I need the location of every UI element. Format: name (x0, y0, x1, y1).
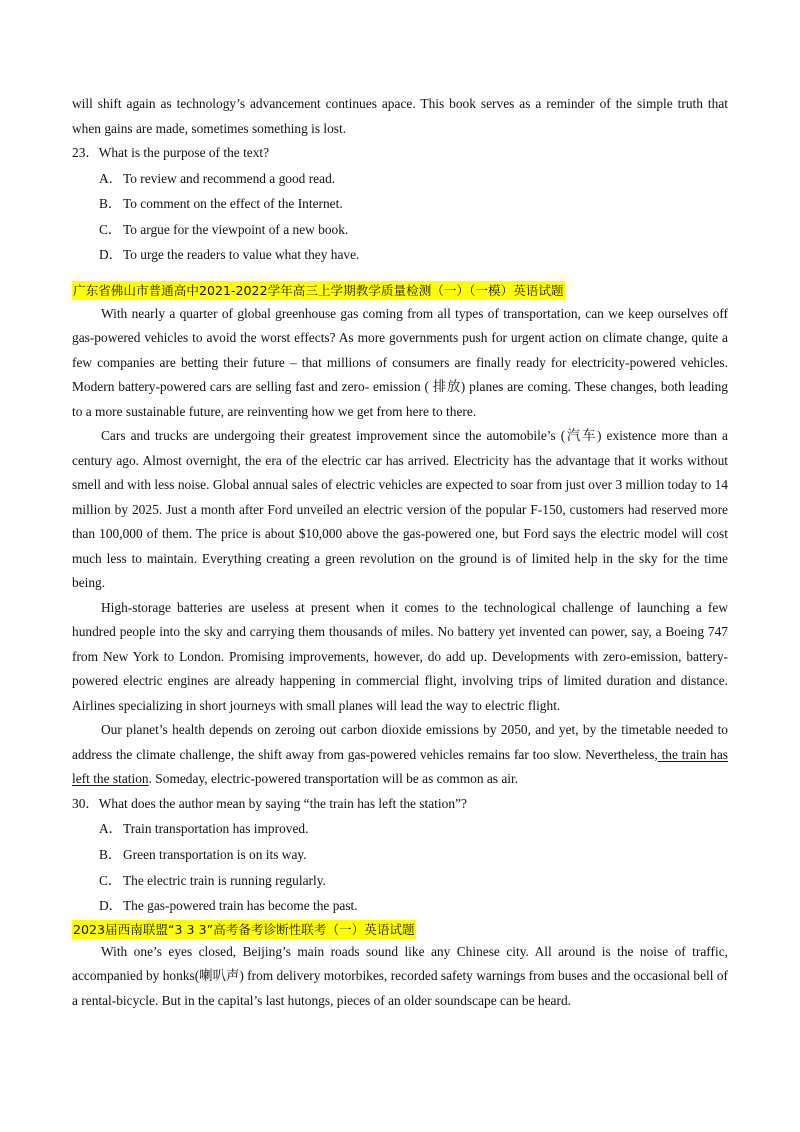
intro-paragraph: will shift again as technology’s advancement continues apace. This book serves as a reminder of the simple truth that when gains are made, sometimes something is lost. (72, 96, 728, 136)
option-text: Train transportation has improved. (123, 821, 309, 837)
passage-paragraph (72, 718, 728, 792)
option-key: D． (99, 247, 123, 263)
underlined-phrase: the train has left the station (72, 746, 729, 787)
option-text: The electric train is running regularly. (123, 872, 326, 888)
option-key: B． (99, 846, 122, 862)
option-text: To comment on the effect of the Internet. (123, 196, 343, 212)
source-highlight: 2023届西南联盟“3 3 3”高考备考诊断性联考（一）英语试题 (73, 921, 415, 937)
passage-paragraph: High-storage batteries are useless at present when it comes to the technological challenge of launching a few hundred people into the sky and carrying them thousands of miles. No battery yet invented can power, say, a Boeing 747 from New York to London. Promising improvements, however, do add up. Developments with zero-emission, battery-powered electric engines are already happening in commercial flight, involving trips of limited duration and distance. Airlines specializing in short journeys with small planes will lead the way to electric flight. (72, 599, 728, 713)
option-c (72, 868, 728, 894)
question-23 (72, 141, 728, 268)
option-a (72, 816, 728, 842)
option-key: C． (99, 221, 122, 237)
option-c (72, 217, 728, 243)
source-heading-1 (72, 281, 728, 300)
passage-1 (72, 302, 728, 792)
question-stem: 23．What is the purpose of the text? (72, 145, 270, 160)
option-d (72, 893, 728, 919)
option-text: To review and recommend a good read. (123, 170, 336, 186)
option-text: Green transportation is on its way. (123, 846, 307, 862)
source-heading-2 (72, 920, 728, 939)
source-highlight: 广东省佛山市普通高中2021-2022学年高三上学期教学质量检测（一）（一模）英语试题 (73, 282, 564, 298)
passage-paragraph: With one’s eyes closed, Beijing’s main roads sound like any Chinese city. All around is the noise of traffic, accompanied by honks(喇叭声) from delivery motorbikes, recorded safety warnings from buses and the occasional bell of a rental-bicycle. But in the capital’s last hutongs, pieces of an older soundscape can be heard. (72, 943, 728, 1008)
document-page (72, 92, 728, 1013)
option-text: The gas-powered train has become the past. (123, 898, 358, 914)
option-text: To argue for the viewpoint of a new book. (123, 221, 349, 237)
option-key: B． (99, 196, 122, 212)
option-b (72, 191, 728, 217)
passage-2 (72, 940, 728, 1014)
option-b (72, 842, 728, 868)
question-30 (72, 792, 728, 919)
option-key: D． (99, 898, 123, 914)
passage-paragraph: Cars and trucks are undergoing their greatest improvement since the automobile’s (汽车) existence more than a century ago. Almost overnight, the era of the electric car has arrived. Electricity has the advantage that it works without smell and with less noise. Global annual sales of electric vehicles are expected to soar from just over 3 million today to 14 million by 2025. Just a month after Ford unveiled an electric version of the popular F-150, customers had reserved more than 100,000 of them. The price is about $10,000 above the gas-powered one, but Ford says the electric model will cost much less to maintain. Everything creating a green revolution on the ground is of limited help in the sky for the time being. (72, 428, 728, 591)
option-key: A． (99, 821, 123, 837)
passage-paragraph: With nearly a quarter of global greenhouse gas coming from all types of transportation, can we keep ourselves off gas-powered vehicles to avoid the worst effects? As more governments push for urgent action on climate change, quite a few companies are betting their future – that millions of consumers are finally ready for electricity-powered vehicles. Modern battery-powered cars are selling fast and zero- emission ( 排放) planes are coming. These changes, both leading to a more sustainable future, are reinventing how we get from here to there. (72, 305, 728, 419)
option-text: To urge the readers to value what they have. (123, 247, 360, 263)
option-d (72, 242, 728, 268)
paragraph-text: Our planet’s health depends on zeroing out carbon dioxide emissions by 2050, and yet, by the timetable needed to address the climate challenge, the shift away from gas-powered vehicles remains far too slow. Nevertheless, (72, 722, 728, 762)
option-a (72, 166, 728, 192)
question-stem: 30．What does the author mean by saying “the train has left the station”? (72, 795, 467, 811)
paragraph-text: . Someday, electric-powered transportation will be as common as air. (148, 771, 519, 787)
option-key: A． (99, 170, 123, 186)
option-key: C． (99, 872, 122, 888)
